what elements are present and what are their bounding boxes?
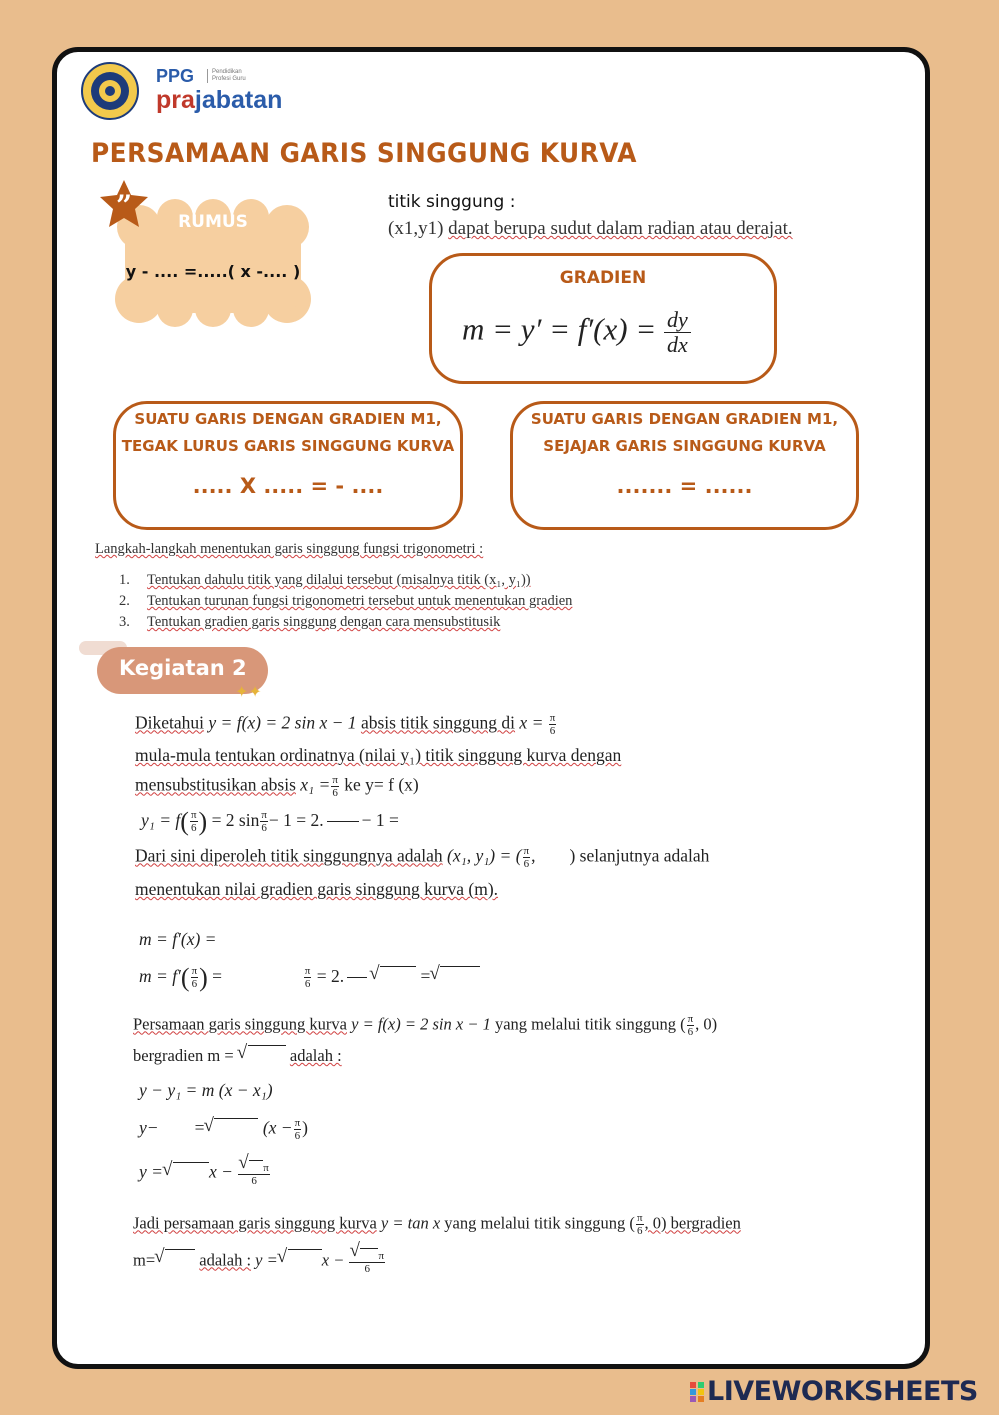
six: 6 [523, 858, 530, 870]
pi: π [190, 809, 197, 822]
w-l14a: Jadi persamaan garis singgung kurva [133, 1213, 377, 1233]
tegak-equation: ..... X ..... = - .... [192, 474, 384, 498]
pi: π [191, 965, 198, 978]
titik-singgung-coord: (x1,y1) [388, 218, 444, 239]
pi: π [687, 1013, 694, 1025]
logo-praj-part1: pra [156, 86, 195, 114]
gradien-formula [462, 308, 691, 357]
pi: π [294, 1117, 301, 1129]
pi-over-6 [549, 712, 557, 737]
pi: π [261, 809, 267, 822]
work-line-11 [139, 1080, 273, 1101]
frac-denominator: dx [666, 332, 688, 357]
logo-prajabatan [156, 86, 282, 115]
logo-praj-part2: jabatan [194, 86, 283, 114]
w-l9b: y = f(x) = 2 sin x − 1 [351, 1014, 491, 1034]
pi-over-6 [687, 1013, 695, 1038]
six: 6 [549, 725, 556, 737]
liveworksheets-text: LIVEWORKSHEETS [707, 1376, 978, 1407]
pi: π [636, 1212, 643, 1224]
w-l4b: = 2 sin [211, 810, 260, 830]
worksheet-page [52, 47, 930, 1369]
pi-over-6 [331, 774, 339, 799]
sejajar-box [510, 401, 859, 530]
titik-singgung-description [388, 218, 793, 240]
frac-numerator: dy [664, 308, 691, 333]
sqrt-blank [214, 1118, 258, 1137]
w-l4d: − 1 = [361, 810, 399, 830]
step-item [119, 614, 572, 635]
w-l8c: = 2. [316, 966, 345, 986]
six: 6 [190, 822, 197, 835]
pi-over-6 [304, 965, 312, 990]
sqrt-pi-over-6 [238, 1160, 270, 1187]
w-l5c: , [531, 845, 536, 866]
steps-list [119, 572, 572, 635]
step-text: Tentukan gradien garis singgung dengan cara mensubstitusik [147, 614, 501, 630]
work-line-1 [135, 712, 557, 737]
step-text: Tentukan dahulu titik yang dilalui tersebut (misalnya titik (x₁, y₁)) [147, 572, 531, 588]
pi: π [378, 1250, 385, 1262]
gradien-box [429, 253, 777, 384]
work-line-12 [139, 1117, 308, 1142]
gradien-title: GRADIEN [559, 268, 647, 288]
page-title: PERSAMAAN GARIS SINGGUNG KURVA [91, 138, 637, 169]
step-number: 3. [119, 614, 130, 630]
rumus-formula: y - .... =.....( x -.... ) [125, 262, 301, 281]
sqrt-pi [349, 1248, 385, 1263]
pi-over-6 [294, 1117, 302, 1142]
work-line-13 [139, 1160, 271, 1187]
sejajar-line1: SUATU GARIS DENGAN GRADIEN M1, [530, 410, 839, 428]
work-line-14 [133, 1212, 741, 1237]
w-l9a: Persamaan garis singgung kurva [133, 1014, 347, 1034]
titik-singgung-label: titik singgung : [388, 192, 516, 212]
w-l8d: = [420, 966, 431, 986]
w-l5b: (x₁, y₁) = ( [447, 845, 522, 866]
work-line-7 [139, 929, 217, 950]
w-l12c: (x − [262, 1117, 293, 1138]
gradien-formula-text: m = y′ = f′(x) = [462, 311, 657, 347]
w-l3c: ke y= f (x) [344, 774, 419, 795]
rumus-label: RUMUS [178, 212, 248, 232]
tegak-line2: TEGAK LURUS GARIS SINGGUNG KURVA [121, 437, 455, 455]
sejajar-line2: SEJAJAR GARIS SINGGUNG KURVA [543, 437, 826, 455]
w-l8b: = [212, 966, 223, 986]
sqrt-blank [248, 1045, 286, 1064]
w-l5a: Dari sini diperoleh titik singgungnya adalah [135, 845, 443, 866]
w-l1b: y = f(x) = 2 sin x − 1 [208, 712, 357, 733]
blank-line [347, 977, 367, 978]
tegak-lurus-box [113, 401, 463, 530]
w-l12d: ) [302, 1117, 308, 1138]
w-l7: m = f′(x) = [139, 929, 217, 949]
gradien-fraction [664, 308, 691, 357]
six: 6 [251, 1175, 257, 1187]
titik-singgung-text: dapat berupa sudut dalam radian atau derajat. [448, 218, 793, 239]
w-l15d: x − [321, 1250, 345, 1270]
w-l10b: adalah : [289, 1046, 342, 1065]
liveworksheets-icon [690, 1382, 704, 1402]
sparkle-icon: ✦✦ [235, 684, 262, 701]
step-item [119, 572, 572, 593]
w-l9c: yang melalui titik singgung ( [494, 1014, 686, 1034]
six: 6 [261, 822, 267, 835]
w-l15b: adalah : [199, 1250, 252, 1270]
w-l1c: absis titik singgung di [360, 712, 516, 733]
sqrt-blank [360, 1248, 378, 1260]
kegiatan-label: Kegiatan 2 [119, 656, 247, 680]
six: 6 [304, 978, 311, 991]
pi: π [304, 965, 311, 978]
sqrt-blank [288, 1249, 322, 1268]
w-l14d: , 0) bergradien [644, 1213, 741, 1233]
tegak-line1: SUATU GARIS DENGAN GRADIEN M1, [134, 410, 442, 428]
pi: π [523, 845, 530, 857]
w-l11: y − y₁ = m (x − x₁) [139, 1080, 273, 1100]
w-l12a: y− [139, 1117, 159, 1138]
six: 6 [294, 1130, 301, 1142]
step-text: Tentukan turunan fungsi trigonometri tersebut untuk menentukan gradien [147, 593, 573, 609]
work-line-4: y₁ = f( $\frac{\pi}{6}$ ) = 2 sin $\frac{\pi}{6}$ − 1 = 2. − 1 = [141, 807, 399, 836]
w-l13a: y = [139, 1161, 163, 1182]
sqrt-blank [249, 1160, 263, 1172]
work-line-9 [133, 1013, 717, 1038]
w-l4c: − 1 = 2. [268, 810, 324, 830]
pi-over-6 [191, 965, 199, 990]
pi-over-6 [260, 809, 268, 834]
pi: π [332, 774, 338, 786]
sqrt-blank [165, 1249, 195, 1268]
step-number: 2. [119, 593, 130, 609]
w-l12b: = [194, 1117, 205, 1138]
six: 6 [687, 1026, 694, 1038]
logo-ppg-subtitle: Pendidikan Profesi Guru [207, 69, 252, 83]
work-line-10 [133, 1045, 342, 1066]
w-l15a: m= [133, 1250, 156, 1270]
six: 6 [636, 1225, 643, 1237]
w-l1a: Diketahui [135, 712, 205, 733]
work-line-6: menentukan nilai gradien garis singgung kurva (m). [135, 879, 499, 899]
w-l14b: y = tan x [380, 1213, 441, 1233]
pi: π [263, 1162, 269, 1174]
pi-over-6 [523, 845, 531, 870]
w-l14c: yang melalui titik singgung ( [444, 1213, 635, 1233]
w-l15c: y = [255, 1250, 278, 1270]
w-l3b: x₁ = [300, 774, 331, 795]
liveworksheets-logo[interactable] [690, 1376, 978, 1407]
svg-text:”: ” [115, 189, 133, 222]
step-item [119, 593, 572, 614]
work-line-2: mula-mula tentukan ordinatnya (nilai y₁) titik singgung kurva dengan [135, 745, 622, 765]
pi-over-6 [190, 809, 198, 834]
pi-over-6 [636, 1212, 644, 1237]
work-line-5 [135, 845, 709, 870]
w-l1d: x = [519, 712, 544, 733]
sejajar-equation: ....... = ...... [616, 474, 753, 498]
w-l8a: m = f′ [139, 966, 181, 986]
w-l5d: ) selanjutnya adalah [569, 845, 710, 866]
six: 6 [191, 978, 198, 991]
step-number: 1. [119, 572, 130, 588]
w-l3a: mensubstitusikan absis [135, 774, 296, 795]
blank-line [327, 821, 359, 822]
six: 6 [364, 1263, 370, 1275]
work-line-15 [133, 1248, 386, 1275]
sqrt-blank [380, 966, 416, 985]
six: 6 [332, 787, 338, 799]
w-l9d: , 0) [695, 1014, 718, 1034]
work-line-8: m = f′( $\frac{\pi}{6}$ ) = $\frac{\pi}{6}$ = 2.√ =√ [139, 963, 480, 993]
w-l4a: y₁ = f [141, 810, 181, 830]
w-l13b: x − [208, 1161, 233, 1182]
sqrt-pi-over-6 [349, 1248, 385, 1275]
sqrt-pi [238, 1160, 270, 1175]
university-seal-icon [81, 62, 139, 120]
steps-title: Langkah-langkah menentukan garis singgung fungsi trigonometri : [95, 541, 484, 557]
pi: π [549, 712, 556, 724]
w-l10a: bergradien m = [133, 1046, 234, 1065]
sqrt-blank [173, 1162, 209, 1181]
sqrt-blank [440, 966, 480, 985]
work-line-3 [135, 774, 419, 799]
logo-ppg: PPG [156, 66, 195, 86]
